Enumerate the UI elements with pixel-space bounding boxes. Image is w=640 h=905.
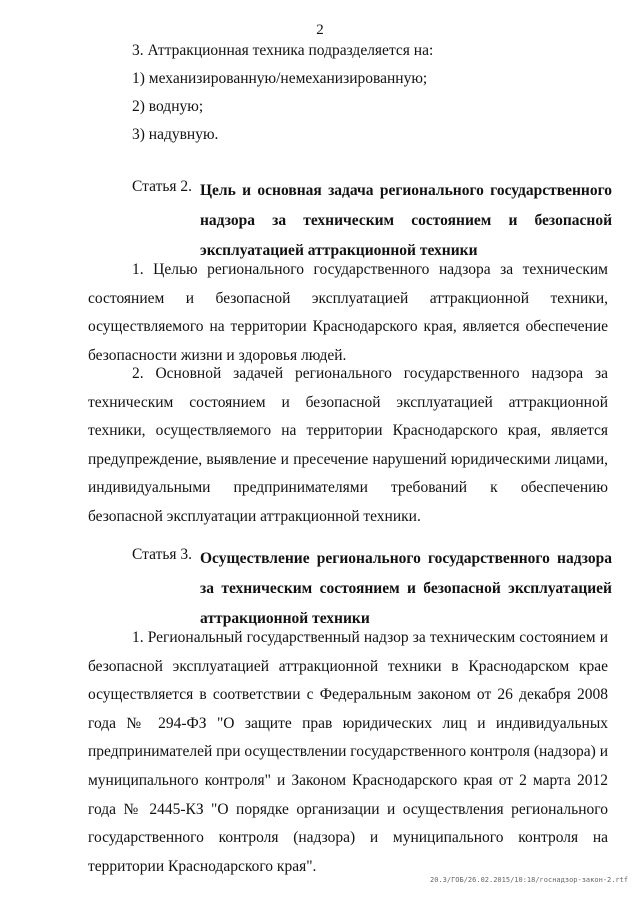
list-item: 1) механизированную/немеханизированную; xyxy=(132,70,428,87)
article-title: Осуществление регионального государственного надзора за техническим состоянием и безопасной эксплуатацией аттракционной техники xyxy=(200,550,612,627)
paragraph: 1. Целью регионального государственного надзора за техническим состоянием и безопасной эксплуатацией аттракционной техники, осуществляемого на территории Краснодарского края, является обеспечение безопасности жизни и здоровья людей. xyxy=(88,261,608,364)
article-label: Статья 2. xyxy=(132,178,193,195)
intro-line: 3. Аттракционная техника подразделяется на: xyxy=(132,42,434,59)
paragraph: 2. Основной задачей регионального государственного надзора за техническим состоянием и безопасной эксплуатацией аттракционной техники, осуществляемого на территории Краснодарского края, является предупреждение, выявление и пресечение нарушений юридическими лицами, индивидуальными предпринимателями требований к обеспечению безопасной эксплуатации аттракционной техники. xyxy=(88,365,608,525)
paragraph: 1. Региональный государственный надзор за техническим состоянием и безопасной эксплуатацией аттракционной техники в Краснодарском крае осуществляется в соответствии с Федеральным законом от 26 декабря 2008 года № 294-ФЗ "О защите прав юридических лиц и индивидуальных предпринимателей при осуществлении государственного контроля (надзора) и муниципального контроля" и Законом Краснодарского края от 2 марта 2012 года № 2445-КЗ "О порядке организации и осуществления регионального государственного контроля (надзора) и муниципального контроля на территории Краснодарского края". xyxy=(88,629,608,875)
list-item: 2) водную; xyxy=(132,98,204,115)
article-label: Статья 3. xyxy=(132,546,193,563)
list-item: 3) надувную. xyxy=(132,126,219,143)
page-number: 2 xyxy=(316,22,324,38)
article-title: Цель и основная задача регионального государственного надзора за техническим состоянием и безопасной эксплуатацией аттракционной техники xyxy=(200,182,612,259)
footer-file-path: 20.3/ГОБ/26.02.2015/10:18/госнадзор-закон-2.rtf xyxy=(430,876,629,884)
